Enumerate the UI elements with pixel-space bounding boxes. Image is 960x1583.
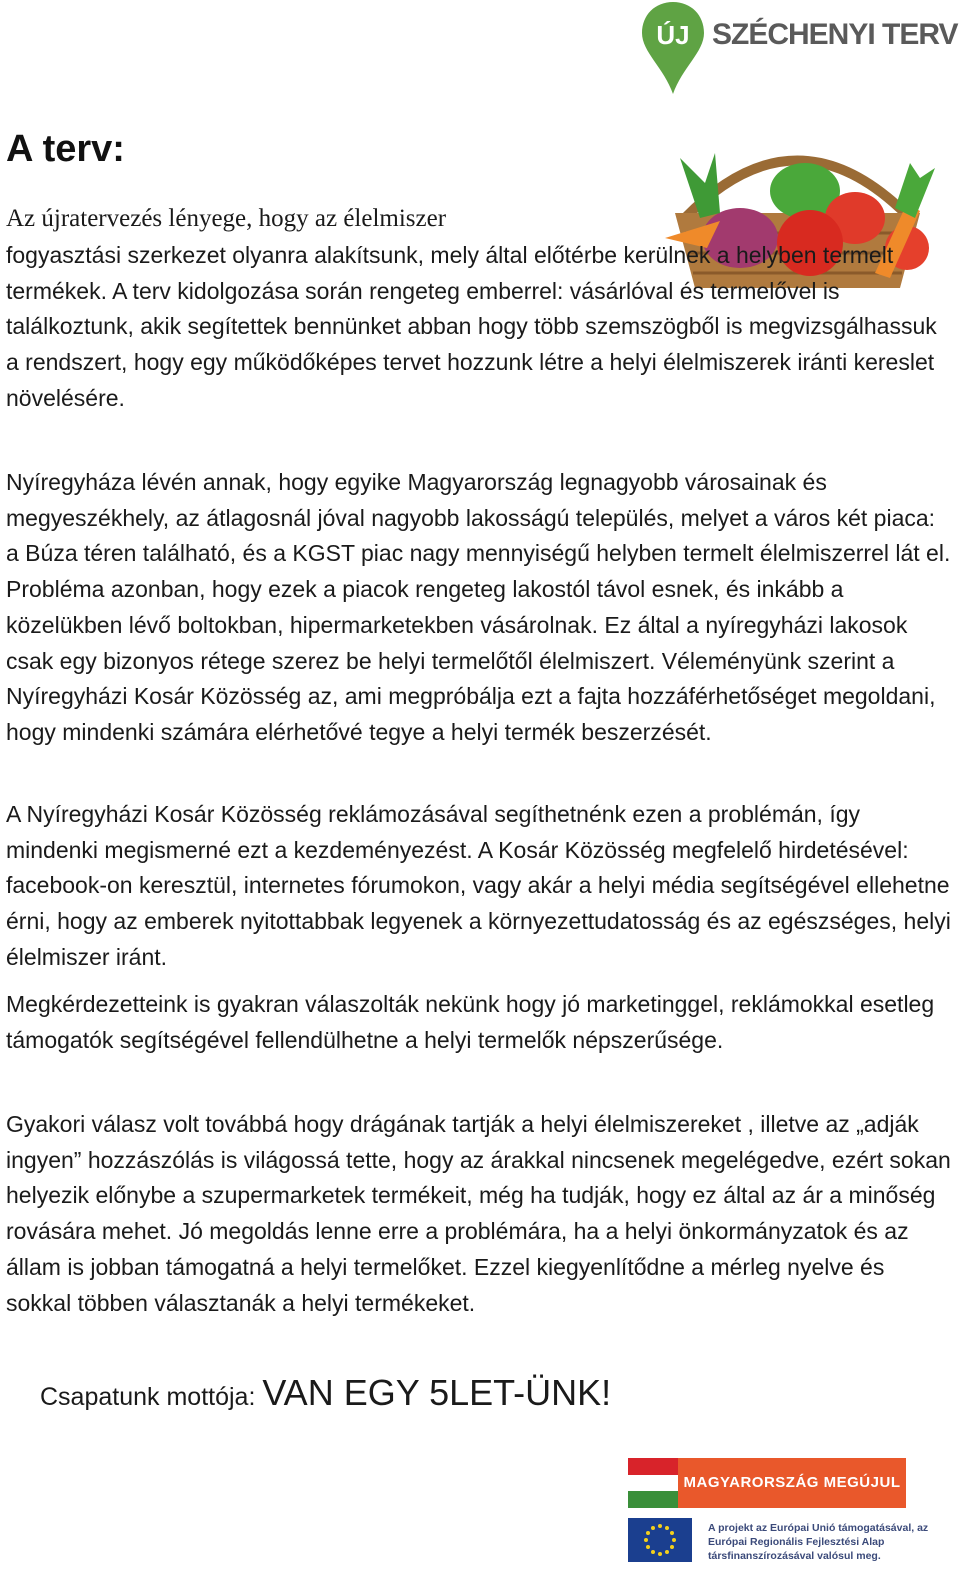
paragraph-marketing: Megkérdezetteink is gyakran válaszolták nekünk hogy jó marketinggel, reklámokkal esetleg támogatók segítségével fellendülhetne a helyi termelők népszerűsége.: [6, 991, 935, 1053]
team-motto: [40, 1372, 611, 1414]
page-title: A terv:: [6, 128, 125, 170]
paragraph-prices: Gyakori válasz volt továbbá hogy drágának tartják a helyi élelmiszereket , illetve az „adják ingyen” hozzászólás is világossá tette, hogy az árakkal nincsenek megelégedve, ezért sokan helyezik előnybe a szupermarketek termékeit, még ha tudják, hogy ez által az ár a minőség rovására mehet. Jó megoldás lenne erre a problémára, ha a helyi önkormányzatok és az állam is jobban támogatná a helyi termelőket. Ezzel kiegyenlítődne a mérleg nyelve és sokkal többen választanák a helyi termékeket.: [6, 1111, 951, 1316]
hungarian-flag-icon: [628, 1458, 678, 1508]
map-pin-icon: [640, 0, 706, 96]
magyarorszag-megujul-banner: [628, 1458, 906, 1508]
banner-label: MAGYARORSZÁG MEGÚJUL: [678, 1458, 906, 1508]
motto-text: VAN EGY 5LET-ÜNK!: [262, 1372, 612, 1413]
paragraph-advertising: A Nyíregyházi Kosár Közösség reklámozásával segíthetnénk ezen a problémán, így mindenki megismerné ezt a kezdeményezést. A Kosár Közösség megfelelő hirdetésével: facebook-on keresztül, internetes fórumokon, vagy akár a helyi média segítségével ellehetne érni, hogy az emberek nyitottabbak legyenek a környezettudatosság és az egészséges, helyi élelmiszer iránt.: [6, 801, 951, 970]
intro-first-line: Az újratervezés lényege, hogy az élelmiszer: [6, 205, 447, 232]
logo-pin-text: ÚJ: [656, 20, 690, 50]
eu-funding-note: A projekt az Európai Unió támogatásával, az Európai Regionális Fejlesztési Alap társfinanszírozásával valósul meg.: [708, 1522, 929, 1562]
eu-flag-icon: [628, 1518, 692, 1562]
motto-label: Csapatunk mottója:: [40, 1383, 263, 1411]
intro-paragraph: fogyasztási szerkezet olyanra alakítsunk, mely által előtérbe kerülnek a helyben termelt termékek. A terv kidolgozása során rengeteg emberrel: vásárlóval és termelővel is találkoztunk, akik segítettek bennünket abban hogy több szemszögből is megvizsgálhassuk a rendszert, hogy egy működőképes tervet hozzunk létre a helyi élelmiszerek iránti kereslet növelésére.: [6, 242, 937, 411]
szechenyi-terv-logo: [640, 0, 958, 100]
paragraph-market: Nyíregyháza lévén annak, hogy egyike Magyarország legnagyobb városainak és megyeszékhely, az átlagosnál jóval nagyobb lakosságú település, melyet a város két piaca: a Búza téren található, és a KGST piac nagy mennyiségű helyben termelt élelmiszerrel lát el. Probléma azonban, hogy ezek a piacok rengeteg lakostól távol esnek, és inkább a közelükben lévő boltokban, hipermarketekben vásárolnak. Ez által a nyíregyházi lakosok csak egy bizonyos rétege szerez be helyi termelőtől élelmiszert. Véleményünk szerint a Nyíregyházi Kosár Közösség az, ami megpróbálja ezt a fajta hozzáférhetőséget megoldani, hogy mindenki számára elérhetővé tegye a helyi termék beszerzését.: [6, 469, 951, 745]
logo-text: SZÉCHENYI TERV: [712, 18, 958, 51]
